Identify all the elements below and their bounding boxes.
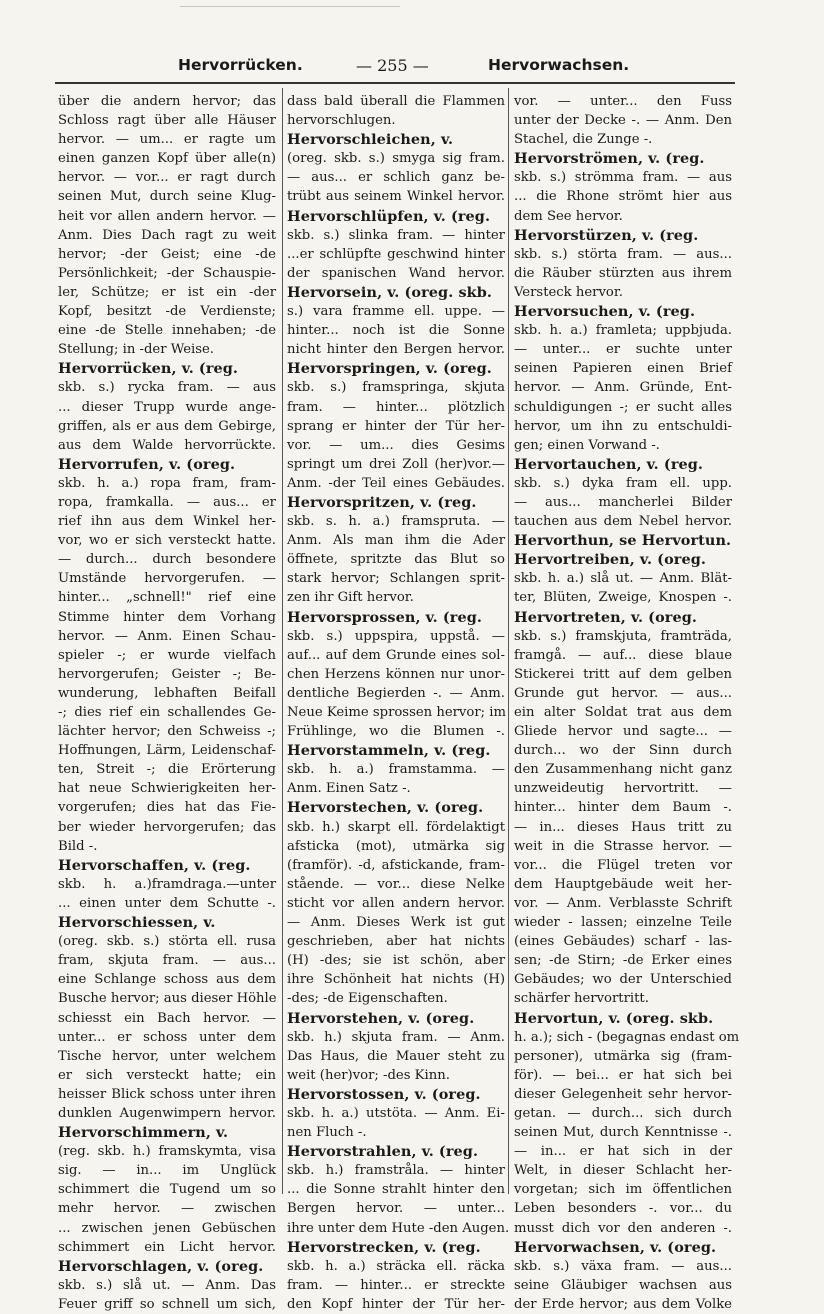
text-line: getan. — durch... sich durch [514, 1105, 732, 1121]
text-line: Busche hervor; aus dieser Höhle [58, 991, 277, 1007]
text-line: hervorgerufen; Geister -; Be- [58, 666, 276, 682]
text-line: personer), utmärka sig (fram- [514, 1048, 732, 1064]
column-divider [508, 88, 509, 1194]
text-line: hervor. — um... er ragte um [58, 132, 276, 148]
text-line: Kopf, besitzt -de Verdienste; [58, 304, 276, 320]
text-line: hinter... hinter dem Baum -. [514, 800, 732, 816]
text-line: Bergen hervor. — unter... [287, 1201, 505, 1217]
text-line: griffen, als er aus dem Gebirge, [58, 418, 276, 434]
text-line: skb. h.) skjuta fram. — Anm. [287, 1029, 505, 1045]
text-line: hervor. — Anm. Einen Schau- [58, 628, 276, 644]
text-line: seinen Mut, durch seine Klug- [58, 189, 276, 205]
text-line: unzweideutig hervortritt. — [514, 781, 732, 797]
text-line: eine Schlange schoss aus dem [58, 972, 276, 988]
text-line: — aus... er schlich ganz be- [287, 170, 505, 186]
text-line: eine -de Stelle innehaben; -de [58, 323, 276, 339]
text-line: trübt aus seinem Winkel hervor. [287, 189, 505, 205]
text-line: dunklen Augenwimpern hervor. [58, 1105, 276, 1121]
text-line: aus dem Walde hervorrückte. [58, 437, 276, 453]
text-line: skb. h. a.) sträcka ell. räcka [287, 1258, 505, 1274]
text-line: geschrieben, aber hat nichts [287, 934, 505, 950]
column-divider [282, 88, 283, 1194]
text-line: vor. — unter... den Fuss [514, 94, 732, 109]
text-line: dass bald überall die Flammen [287, 94, 505, 109]
text-line: (H) -des; sie ist schön, aber [287, 953, 505, 969]
text-line: vorgerufen; dies hat das Fie- [58, 800, 276, 816]
entry-headword-line: Hervorstammeln, v. (reg. [287, 742, 491, 760]
text-line: fram. — hinter... er streckte [287, 1277, 505, 1293]
text-line: hervor, um ihn zu entschuldi- [514, 418, 732, 434]
page-number: — 255 — [356, 56, 429, 75]
text-line: skb. s.) strömma fram. — aus [514, 170, 732, 186]
text-line: ihre unter dem Hute -den Augen. [287, 1220, 510, 1236]
text-line: schärfer hervortritt. [514, 991, 649, 1007]
text-line: Gliede hervor und sagte... — [514, 724, 732, 740]
entry-headword-line: Hervorrufen, v. (oreg. [58, 455, 236, 473]
text-line: -des; -de Eigenschaften. [287, 991, 448, 1007]
text-line: vor. — um... dies Gesims [287, 437, 505, 453]
top-scan-line [180, 6, 400, 7]
text-line: s.) vara framme ell. uppe. — [287, 304, 505, 320]
text-line: ... die Rhone strömt hier aus [514, 189, 732, 205]
text-line: Neue Keime sprossen hervor; im [287, 705, 506, 720]
text-line: lächter hervor; den Schweiss -; [58, 724, 276, 740]
entry-headword-line: Hervortauchen, v. (reg. [514, 455, 704, 473]
dictionary-column-3 [514, 92, 740, 1314]
text-line: skb. h. a.) framleta; uppbjuda. [514, 323, 732, 339]
text-line: dentliche Begierden -. — Anm. [287, 685, 505, 701]
text-line: unter der Decke -. — Anm. Den [514, 113, 732, 129]
text-line: skb. s.) slinka fram. — hinter [287, 227, 505, 243]
text-line: Stimme hinter dem Vorhang [58, 609, 276, 625]
text-line: skb. s. h. a.) framspruta. — [287, 514, 505, 530]
entry-headword-line: Hervorwachsen, v. (oreg. [514, 1238, 717, 1256]
text-line: Schloss ragt über alle Häuser [58, 113, 276, 129]
text-line: Stickerei tritt auf dem gelben [514, 666, 732, 682]
entry-headword-line: Hervorthun, se Hervortun. [514, 532, 732, 550]
text-line: skb. s.) dyka fram ell. upp. [514, 475, 732, 491]
text-line: der Erde hervor; aus dem Volke [514, 1296, 732, 1312]
text-line: Persönlichkeit; -der Schauspie- [58, 265, 276, 281]
text-line: ... die Sonne strahlt hinter den [287, 1182, 505, 1198]
text-line: stark hervor; Schlangen sprit- [287, 571, 505, 587]
text-line: hat neue Schwierigkeiten her- [58, 781, 276, 797]
text-line: skb. s.) störta fram. — aus... [514, 246, 732, 262]
text-line: schuldigungen -; er sucht alles [514, 399, 732, 415]
entry-headword-line: Hervorstürzen, v. (reg. [514, 226, 699, 244]
text-line: ... zwischen jenen Gebüschen [58, 1220, 276, 1236]
text-line: ... einen unter dem Schutte -. [58, 895, 276, 911]
text-line: Das Haus, die Mauer steht zu [287, 1048, 505, 1064]
text-line: för). — bei... er hat sich bei [514, 1067, 732, 1083]
text-line: skb. h. a.)framdraga.—unter [58, 876, 276, 892]
text-line: Anm. Einen Satz -. [287, 781, 411, 797]
text-line: — in... dieses Haus tritt zu [514, 819, 732, 835]
text-line: sig. — in... im Unglück [58, 1163, 276, 1179]
text-line: heisser Blick schoss unter ihren [58, 1086, 276, 1102]
text-line: — aus... mancherlei Bilder [514, 494, 732, 510]
text-line: Gebäudes; wo der Unterschied [514, 972, 732, 988]
text-line: Hoffnungen, Lärm, Leidenschaf- [58, 743, 276, 759]
entry-headword-line: Hervorschiessen, v. [58, 914, 216, 932]
entry-headword-line: Hervorsprossen, v. (reg. [287, 608, 483, 626]
text-line: seinen Mut, durch Kenntnisse -. [514, 1125, 732, 1141]
entry-headword-line: Hervorströmen, v. (reg. [514, 150, 705, 168]
text-line: dieser Gelegenheit sehr hervor- [514, 1086, 732, 1102]
text-line: hervor. — vor... er ragt durch [58, 170, 276, 186]
text-line: Welt, in dieser Schlacht her- [514, 1163, 732, 1179]
text-line: vor... die Flügel treten vor [514, 857, 732, 873]
text-line: ropa, framkalla. — aus... er [58, 494, 276, 510]
entry-headword-line: Hervorstehen, v. (oreg. [287, 1009, 475, 1027]
text-line: skb. h. a.) framstamma. — [287, 762, 505, 778]
text-line: ter, Blüten, Zweige, Knospen -. [514, 590, 732, 606]
text-line: spieler -; er wurde vielfach [58, 647, 276, 663]
text-line: gen; einen Vorwand -. [514, 437, 660, 453]
text-line: ...er schlüpfte geschwind hinter [287, 246, 505, 262]
text-line: den Zusammenhang nicht ganz [514, 762, 732, 778]
header-right-keyword: Hervorwachsen. [488, 56, 630, 74]
text-line: dem Hauptgebäude weit her- [514, 876, 732, 892]
text-line: sen; -de Stirn; -de Erker eines [514, 953, 732, 969]
text-line: — in... er hat sich in der [514, 1144, 732, 1160]
text-line: weit (her)vor; -des Kinn. [287, 1067, 450, 1083]
entry-headword-line: Hervortreten, v. (oreg. [514, 608, 697, 626]
text-line: schimmert die Tugend um so [58, 1182, 276, 1198]
text-line: schiesst ein Bach hervor. — [58, 1010, 276, 1026]
text-line: skb. s.) rycka fram. — aus [58, 380, 276, 396]
entry-headword-line: Hervorschimmern, v. [58, 1124, 229, 1142]
text-line: afsticka (mot), utmärka sig [287, 838, 505, 854]
entry-headword-line: Hervorsuchen, v. (reg. [514, 303, 696, 321]
text-line: chen Herzens können nur unor- [287, 666, 505, 682]
entry-headword-line: Hervorstrecken, v. (reg. [287, 1238, 481, 1256]
text-line: der spanischen Wand hervor. [287, 265, 505, 281]
text-line: skb. s.) uppspira, uppstå. — [287, 628, 505, 644]
text-line: Stellung; in -der Weise. [58, 342, 215, 358]
entry-headword-line: Hervorstrahlen, v. (reg. [287, 1143, 479, 1161]
text-line: -; dies rief ein schallendes Ge- [58, 705, 276, 720]
text-line: skb. s.) slå ut. — Anm. Das [58, 1277, 276, 1293]
text-line: Bild -. [58, 838, 98, 854]
text-line: (oreg. skb. s.) störta ell. rusa [58, 934, 276, 950]
text-line: nen Fluch -. [287, 1125, 367, 1141]
text-line: seinen Papieren einen Brief [514, 361, 732, 377]
text-line: (reg. skb. h.) framskymta, visa [58, 1144, 276, 1160]
text-line: h. a.); sich - (begagnas endast om [514, 1029, 740, 1045]
text-line: vor. — Anm. Verblasste Schrift [514, 895, 732, 911]
text-line: Versteck hervor. [514, 284, 623, 300]
text-line: Frühlinge, wo die Blumen -. [287, 724, 505, 740]
entry-headword-line: Hervorstechen, v. (oreg. [287, 799, 484, 817]
entry-headword-line: Hervortreiben, v. (oreg. [514, 551, 706, 569]
text-line: skb. h. a.) utstöta. — Anm. Ei- [287, 1105, 505, 1121]
text-line: — Anm. Dieses Werk ist gut [287, 915, 505, 931]
text-line: Umstände hervorgerufen. — [58, 571, 276, 587]
text-line: tauchen aus dem Nebel hervor. [514, 514, 732, 530]
entry-headword-line: Hervorschleichen, v. [287, 131, 454, 149]
text-line: rief ihn aus dem Winkel her- [58, 514, 276, 530]
text-line: Anm. Dies Dach ragt zu weit [58, 227, 276, 243]
text-line: vor, wo er sich versteckt hatte. [58, 533, 276, 549]
text-line: durch... wo der Sinn durch [514, 743, 732, 759]
text-line: skb. h. a.) slå ut. — Anm. Blät- [514, 571, 732, 587]
text-line: skb. h.) framstråla. — hinter [287, 1163, 505, 1179]
text-line: einen ganzen Kopf über alle(n) [58, 151, 276, 167]
text-line: skb. h. a.) ropa fram, fram- [58, 475, 276, 491]
entry-headword-line: Hervortun, v. (oreg. skb. [514, 1009, 714, 1027]
text-line: dem See hervor. [514, 208, 623, 224]
dictionary-column-2 [287, 92, 510, 1314]
text-line: zen ihr Gift hervor. [287, 590, 414, 606]
text-line: — unter... er suchte unter [514, 342, 732, 358]
text-line: sticht vor allen andern hervor. [287, 895, 505, 911]
entry-headword-line: Hervorspringen, v. (oreg. [287, 360, 492, 378]
text-line: vorgetan; sich im öffentlichen [514, 1182, 732, 1198]
text-line: über die andern hervor; das [58, 94, 276, 109]
text-line: wieder - lassen; einzelne Teile [514, 915, 732, 931]
text-line: hervor; -der Geist; eine -de [58, 246, 276, 262]
text-line: nicht hinter den Bergen hervor. [287, 342, 505, 358]
text-line: skb. s.) framskjuta, framträda, [514, 628, 732, 644]
text-line: weit in die Strasse hervor. — [514, 838, 732, 854]
text-line: hervor. — Anm. Gründe, Ent- [514, 380, 732, 396]
text-line: unter... er schoss unter dem [58, 1029, 276, 1045]
text-line: mehr hervor. — zwischen [58, 1201, 276, 1217]
header-rule [55, 82, 735, 84]
text-line: hinter... „schnell!" rief eine [58, 590, 276, 606]
text-line: die Räuber stürzten aus ihrem [514, 265, 732, 281]
text-line: ihre Schönheit hat nichts (H) [287, 972, 505, 988]
text-line: seine Gläubiger wachsen aus [514, 1277, 732, 1293]
entry-headword-line: Hervorrücken, v. (reg. [58, 360, 239, 378]
text-line: framgå. — auf... diese blaue [514, 647, 732, 663]
text-line: Anm. -der Teil eines Gebäudes. [287, 475, 505, 491]
entry-headword-line: Hervorstossen, v. (oreg. [287, 1085, 481, 1103]
text-line: den Kopf hinter der Tür her- [287, 1296, 505, 1312]
text-line: skb. h.) skarpt ell. fördelaktigt [287, 819, 505, 835]
text-line: musst dich vor den anderen -. [514, 1220, 732, 1236]
entry-headword-line: Hervorspritzen, v. (reg. [287, 493, 477, 511]
header-left-keyword: Hervorrücken. [178, 56, 303, 74]
text-line: ... dieser Trupp wurde ange- [58, 399, 276, 415]
text-line: — durch... durch besondere [58, 552, 276, 568]
text-line: auf... auf dem Grunde eines sol- [287, 647, 505, 663]
text-line: Grunde gut hervor. — aus... [514, 685, 732, 701]
text-line: ten, Streit -; die Erörterung [58, 762, 276, 778]
text-line: Stachel, die Zunge -. [514, 132, 653, 148]
text-line: ber wieder hervorgerufen; das [58, 819, 276, 835]
entry-headword-line: Hervorschlüpfen, v. (reg. [287, 207, 491, 225]
text-line: wunderung, lebhaften Beifall [58, 685, 276, 701]
dictionary-column-1 [58, 92, 276, 1314]
text-line: ler, Schütze; er ist ein -der [58, 284, 276, 300]
text-line: skb. s.) växa fram. — aus... [514, 1258, 732, 1274]
text-line: Anm. Als man ihm die Ader [287, 533, 505, 549]
text-line: hinter... noch ist die Sonne [287, 323, 505, 339]
text-line: springt um drei Zoll (her)vor.— [287, 456, 505, 472]
entry-headword-line: Hervorsein, v. (oreg. skb. [287, 283, 492, 301]
text-line: heit vor allen andern hervor. — [58, 208, 276, 224]
text-line: Feuer griff so schnell um sich, [58, 1296, 276, 1312]
text-line: fram, skjuta fram. — aus... [58, 953, 276, 969]
text-line: ein alter Soldat trat aus dem [514, 705, 732, 720]
text-line: skb. s.) framspringa, skjuta [287, 380, 505, 396]
entry-headword-line: Hervorschaffen, v. (reg. [58, 856, 251, 874]
text-line: Tische hervor, unter welchem [58, 1048, 276, 1064]
text-line: (eines Gebäudes) scharf - las- [514, 934, 732, 950]
text-line: schimmert ein Licht hervor. [58, 1239, 276, 1255]
text-line: öffnete, spritzte das Blut so [287, 552, 505, 568]
text-line: fram. — hinter... plötzlich [287, 399, 505, 415]
text-line: er sich versteckt hatte; ein [58, 1067, 276, 1083]
text-line: stående. — vor... diese Nelke [287, 876, 505, 892]
text-line: hervorschlugen. [287, 113, 396, 129]
text-line: sprang er hinter der Tür her- [287, 418, 505, 434]
text-line: (oreg. skb. s.) smyga sig fram. [287, 151, 505, 167]
text-line: Leben besonders -. vor... du [514, 1201, 732, 1217]
entry-headword-line: Hervorschlagen, v. (oreg. [58, 1257, 264, 1275]
text-line: (framför). -d, afstickande, fram- [287, 857, 505, 873]
